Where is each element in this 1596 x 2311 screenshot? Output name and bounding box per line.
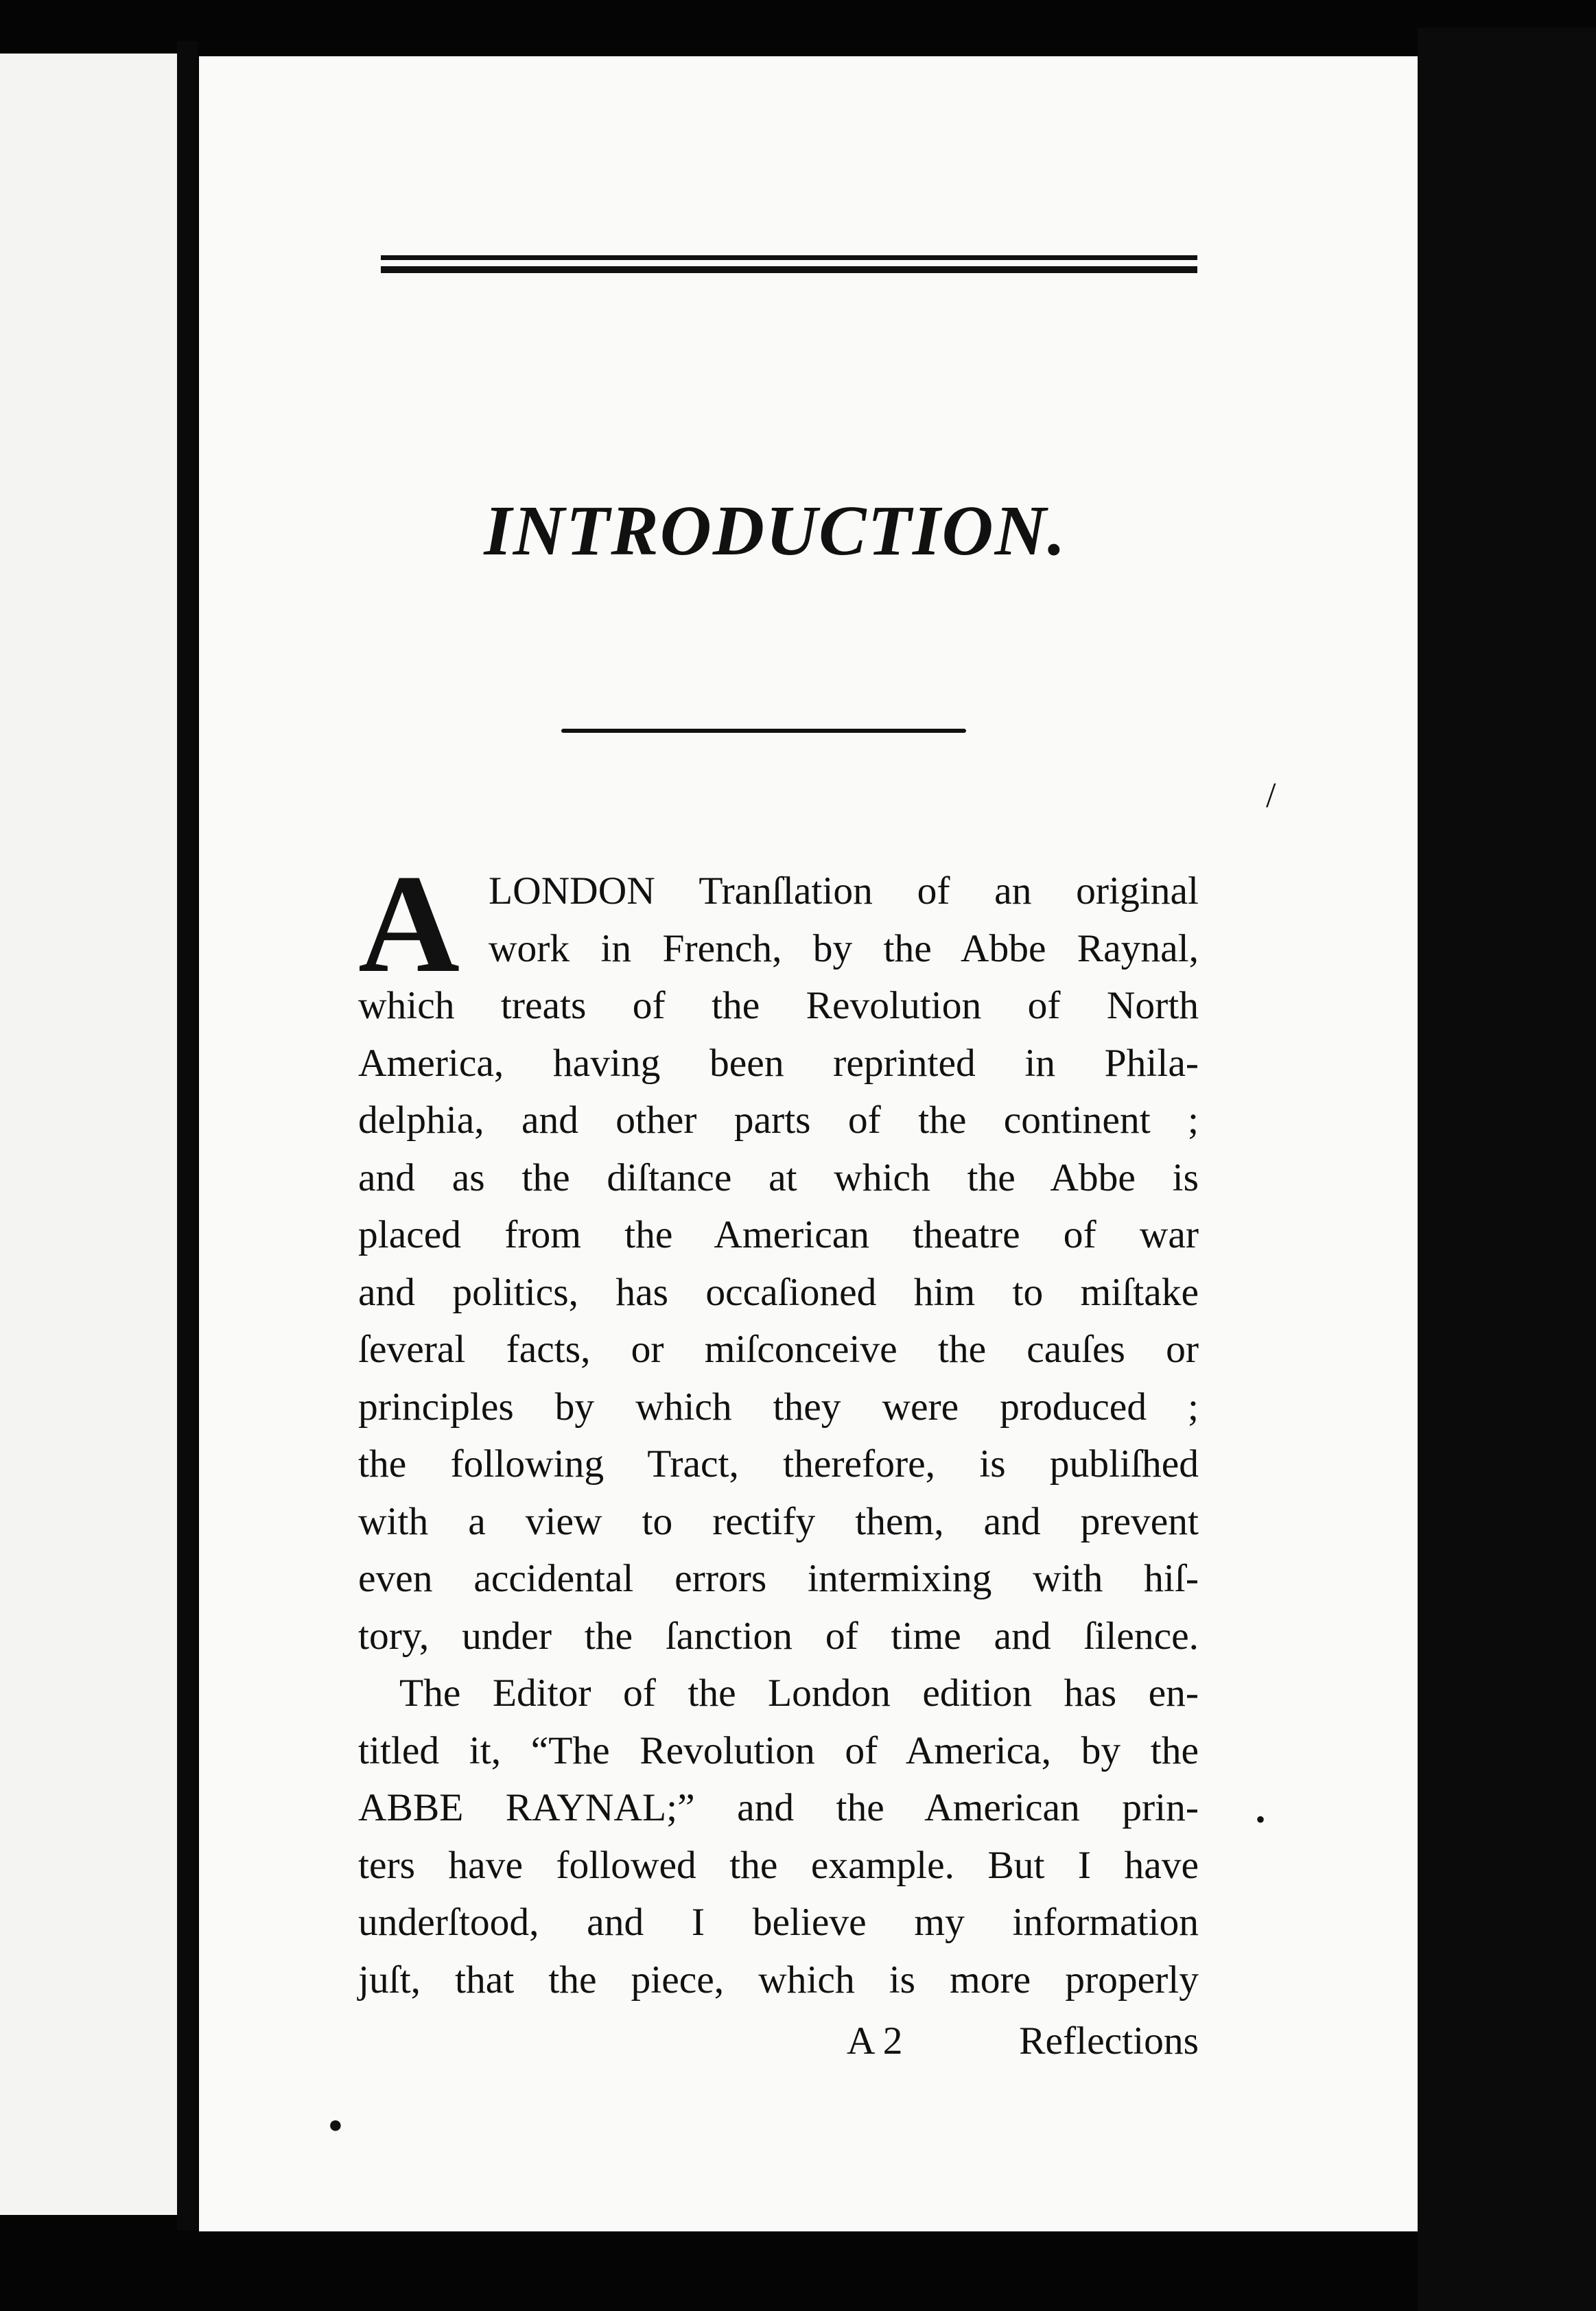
header-rule-bottom (381, 266, 1197, 273)
text-line: LONDON Tranſlation of an original (489, 869, 1199, 913)
text-line: underſtood, and I believe my information (358, 1901, 1199, 1944)
text-line: principles by which they were produced ; (358, 1385, 1199, 1429)
signature-mark: A 2 (847, 2019, 903, 2063)
header-rule-top (381, 255, 1197, 260)
book-spine (177, 41, 198, 2230)
text-line: titled it, “The Revolution of America, by the (358, 1728, 1199, 1772)
text-line: even accidental errors intermixing with hiſ- (358, 1557, 1199, 1600)
text-line: delphia, and other parts of the continent ; (358, 1099, 1199, 1142)
text-line: ſeveral facts, or miſconceive the cauſes or (358, 1328, 1199, 1371)
title-underline-rule (561, 725, 966, 735)
text-line: ters have followed the example. But I have (358, 1843, 1199, 1887)
text-line: and as the diſtance at which the Abbe is (358, 1156, 1199, 1199)
facing-page-edge (0, 54, 181, 2215)
text-line: ABBE RAYNAL;” and the American prin- (358, 1786, 1199, 1829)
right-margin-dark (1418, 27, 1596, 2311)
margin-pen-mark: / (1266, 776, 1276, 815)
drop-cap-letter: A (358, 846, 460, 1002)
text-line: work in French, by the Abbe Raynal, (489, 926, 1199, 970)
body-text (358, 863, 1199, 2008)
page-title: INTRODUCTION. (484, 491, 1067, 570)
text-line: juſt, that the piece, which is more properly (358, 1958, 1199, 2002)
catchword: Reflections (1019, 2019, 1199, 2063)
page-footer (358, 2019, 1199, 2076)
text-line: America, having been reprinted in Phila- (358, 1041, 1199, 1085)
book-page (199, 56, 1418, 2231)
text-line: tory, under the ſanction of time and ſilence. (358, 1614, 1199, 1658)
header-double-rule (381, 255, 1197, 276)
text-line: placed from the American theatre of war (358, 1213, 1199, 1256)
text-line: with a view to rectify them, and prevent (358, 1499, 1199, 1543)
text-line: The Editor of the London edition has en- (399, 1671, 1199, 1715)
text-line: and politics, has occaſioned him to miſtake (358, 1270, 1199, 1314)
title-underline (561, 729, 966, 733)
text-line: the following Tract, therefore, is publiſhed (358, 1442, 1199, 1486)
text-line: which treats of the Revolution of North (358, 984, 1199, 1027)
ink-speck: ● (328, 2111, 343, 2138)
margin-dot: • (1256, 1804, 1266, 1835)
